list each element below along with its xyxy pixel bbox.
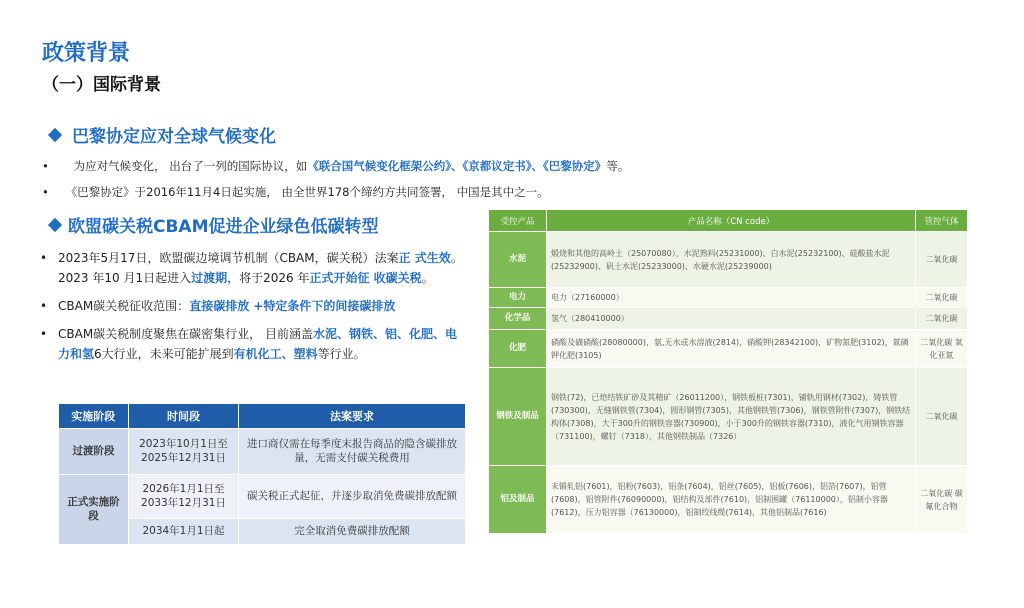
table-row xyxy=(59,428,466,474)
section-heading-cbam xyxy=(50,212,379,237)
table-header: 产品名称（CN code） xyxy=(547,210,916,232)
bullet-text: 2023年5月17日，欧盟碳边境调节机制（CBAM，碳关税）法案正 式生效。2023 年10 月1日起进入过渡期，将于2026 年正式开始征 收碳关税。 xyxy=(58,251,463,285)
product-cell: 电力（27160000） xyxy=(547,288,916,308)
bullet-text: 等。 xyxy=(606,159,630,173)
bullet-item xyxy=(40,248,466,288)
stage-cell: 过渡阶段 xyxy=(59,428,129,474)
time-cell: 2023年10月1日至2025年12月31日 xyxy=(129,428,239,474)
requirement-cell: 碳关税正式起征，并逐步取消免费碳排放配额 xyxy=(239,474,466,518)
table-row xyxy=(489,466,968,534)
product-cell: 氢气（280410000） xyxy=(547,308,916,330)
product-cell: 未锻轧铝(7601)，铝粉(7603)，铝条(7604)，铝丝(7605)，铝板(7606)，铝箔(7607)，铝管(7608)，铝管附件(76090000)，铝结构及部件(7610)，铝制围罐（76110000），铝制小容器(7612)，压力铝容器（76130000)，铝制绞线缆(7614)，其他铝制品(7616) xyxy=(547,466,916,534)
requirement-cell: 进口商仅需在每季度末报告商品的隐含碳排放量，无需支付碳关税费用 xyxy=(239,428,466,474)
table-row xyxy=(489,368,968,466)
bullet-dot-icon: • xyxy=(40,327,48,341)
category-cell: 钢铁及制品 xyxy=(489,368,547,466)
section-heading-paris xyxy=(50,122,276,147)
bullet-text: CBAM碳关税征收范围：直接碳排放 +特定条件下的间接碳排放 xyxy=(58,299,396,313)
bullet-item xyxy=(40,324,466,364)
stage-cell: 正式实施阶段 xyxy=(59,474,129,544)
table-row xyxy=(489,330,968,368)
category-cell: 化学品 xyxy=(489,308,547,330)
bullet-text: CBAM碳关税制度聚焦在碳密集行业， 目前涵盖水泥、钢铁、铝、化肥、电力和氢6大行业，未来可能扩展到有机化工、塑料等行业。 xyxy=(58,327,458,361)
bullet-item xyxy=(40,296,466,316)
table-header: 法案要求 xyxy=(239,404,466,428)
bullet-dot-icon: • xyxy=(42,159,49,173)
diamond-bullet-icon xyxy=(48,127,62,141)
table-row xyxy=(489,232,968,288)
time-cell: 2026年1月1日至2033年12月31日 xyxy=(129,474,239,518)
category-cell: 水泥 xyxy=(489,232,547,288)
section-heading-text: 巴黎协定应对全球气候变化 xyxy=(72,127,276,147)
bullet-dot-icon: • xyxy=(42,185,49,199)
table-row xyxy=(489,288,968,308)
gas-cell: 二氧化碳 xyxy=(916,288,968,308)
cbam-phase-table xyxy=(58,404,466,545)
product-cell: 煅烧和其他的高岭土（25070080），水泥熟料(25231000)、白水泥(25232100)、硅酸盐水泥(25232900)、矾土水泥(25233000)、水硬水泥(25239000) xyxy=(547,232,916,288)
table-header: 受控产品 xyxy=(489,210,547,232)
controlled-products-table xyxy=(488,209,968,534)
table-header-row xyxy=(59,404,466,428)
bullet-item xyxy=(42,158,629,174)
product-cell: 硝酸及磺硝酸(28080000)，氨,无水或水溶液(2814)，硝酸钾(28342100)，矿物氮肥(3102)，氮磷钾化肥(3105) xyxy=(547,330,916,368)
gas-cell: 二氧化碳 xyxy=(916,368,968,466)
bullet-dot-icon: • xyxy=(40,299,48,313)
section-heading-text: 欧盟碳关税CBAM促进企业绿色低碳转型 xyxy=(68,217,379,237)
bullet-item xyxy=(42,184,549,200)
cbam-bullet-list xyxy=(40,248,466,372)
category-cell: 化肥 xyxy=(489,330,547,368)
table-row xyxy=(489,308,968,330)
gas-cell: 二氧化碳 碳氟化合物 xyxy=(916,466,968,534)
table-row xyxy=(59,474,466,518)
gas-cell: 二氧化碳 xyxy=(916,232,968,288)
bullet-text: 为应对气候变化， 出台了一列的国际协议，如 xyxy=(73,159,308,173)
page-title: 政策背景 xyxy=(42,41,131,66)
gas-cell: 二氧化碳 氧化亚氮 xyxy=(916,330,968,368)
gas-cell: 二氧化碳 xyxy=(916,308,968,330)
category-cell: 铝及制品 xyxy=(489,466,547,534)
table-header-row xyxy=(489,210,968,232)
table-header: 管控气体 xyxy=(916,210,968,232)
bullet-dot-icon: • xyxy=(40,251,48,265)
bullet-text: 《巴黎协定》于2016年11月4日起实施， 由全世界178个缔约方共同签署， 中国是其中之一。 xyxy=(65,185,549,199)
diamond-bullet-icon xyxy=(48,217,62,231)
page-subtitle: （一）国际背景 xyxy=(42,75,161,95)
requirement-cell: 完全取消免费碳排放配额 xyxy=(239,518,466,544)
category-cell: 电力 xyxy=(489,288,547,308)
table-header: 时间段 xyxy=(129,404,239,428)
bullet-highlight: 《联合国气候变化框架公约》、《京都议定书》、《巴黎协定》 xyxy=(307,159,607,173)
table-header: 实施阶段 xyxy=(59,404,129,428)
product-cell: 钢铁(72)，已焙结铁矿砂及其精矿（26011200），钢铁板桩(7301)，铺轨用钢材(7302)，铸铁管(730300)，无缝钢铁管(7304)，圆形钢管(7305)，其他钢铁管(7306)，钢铁管附件(7307)，钢铁结构体(7308)，大于300升的钢铁容器(730900)，小于300升的钢铁容器(7310)，液化气用钢铁容器（731100)，螺钉（7318），其他钢铁制品（7326） xyxy=(547,368,916,466)
time-cell: 2034年1月1日起 xyxy=(129,518,239,544)
